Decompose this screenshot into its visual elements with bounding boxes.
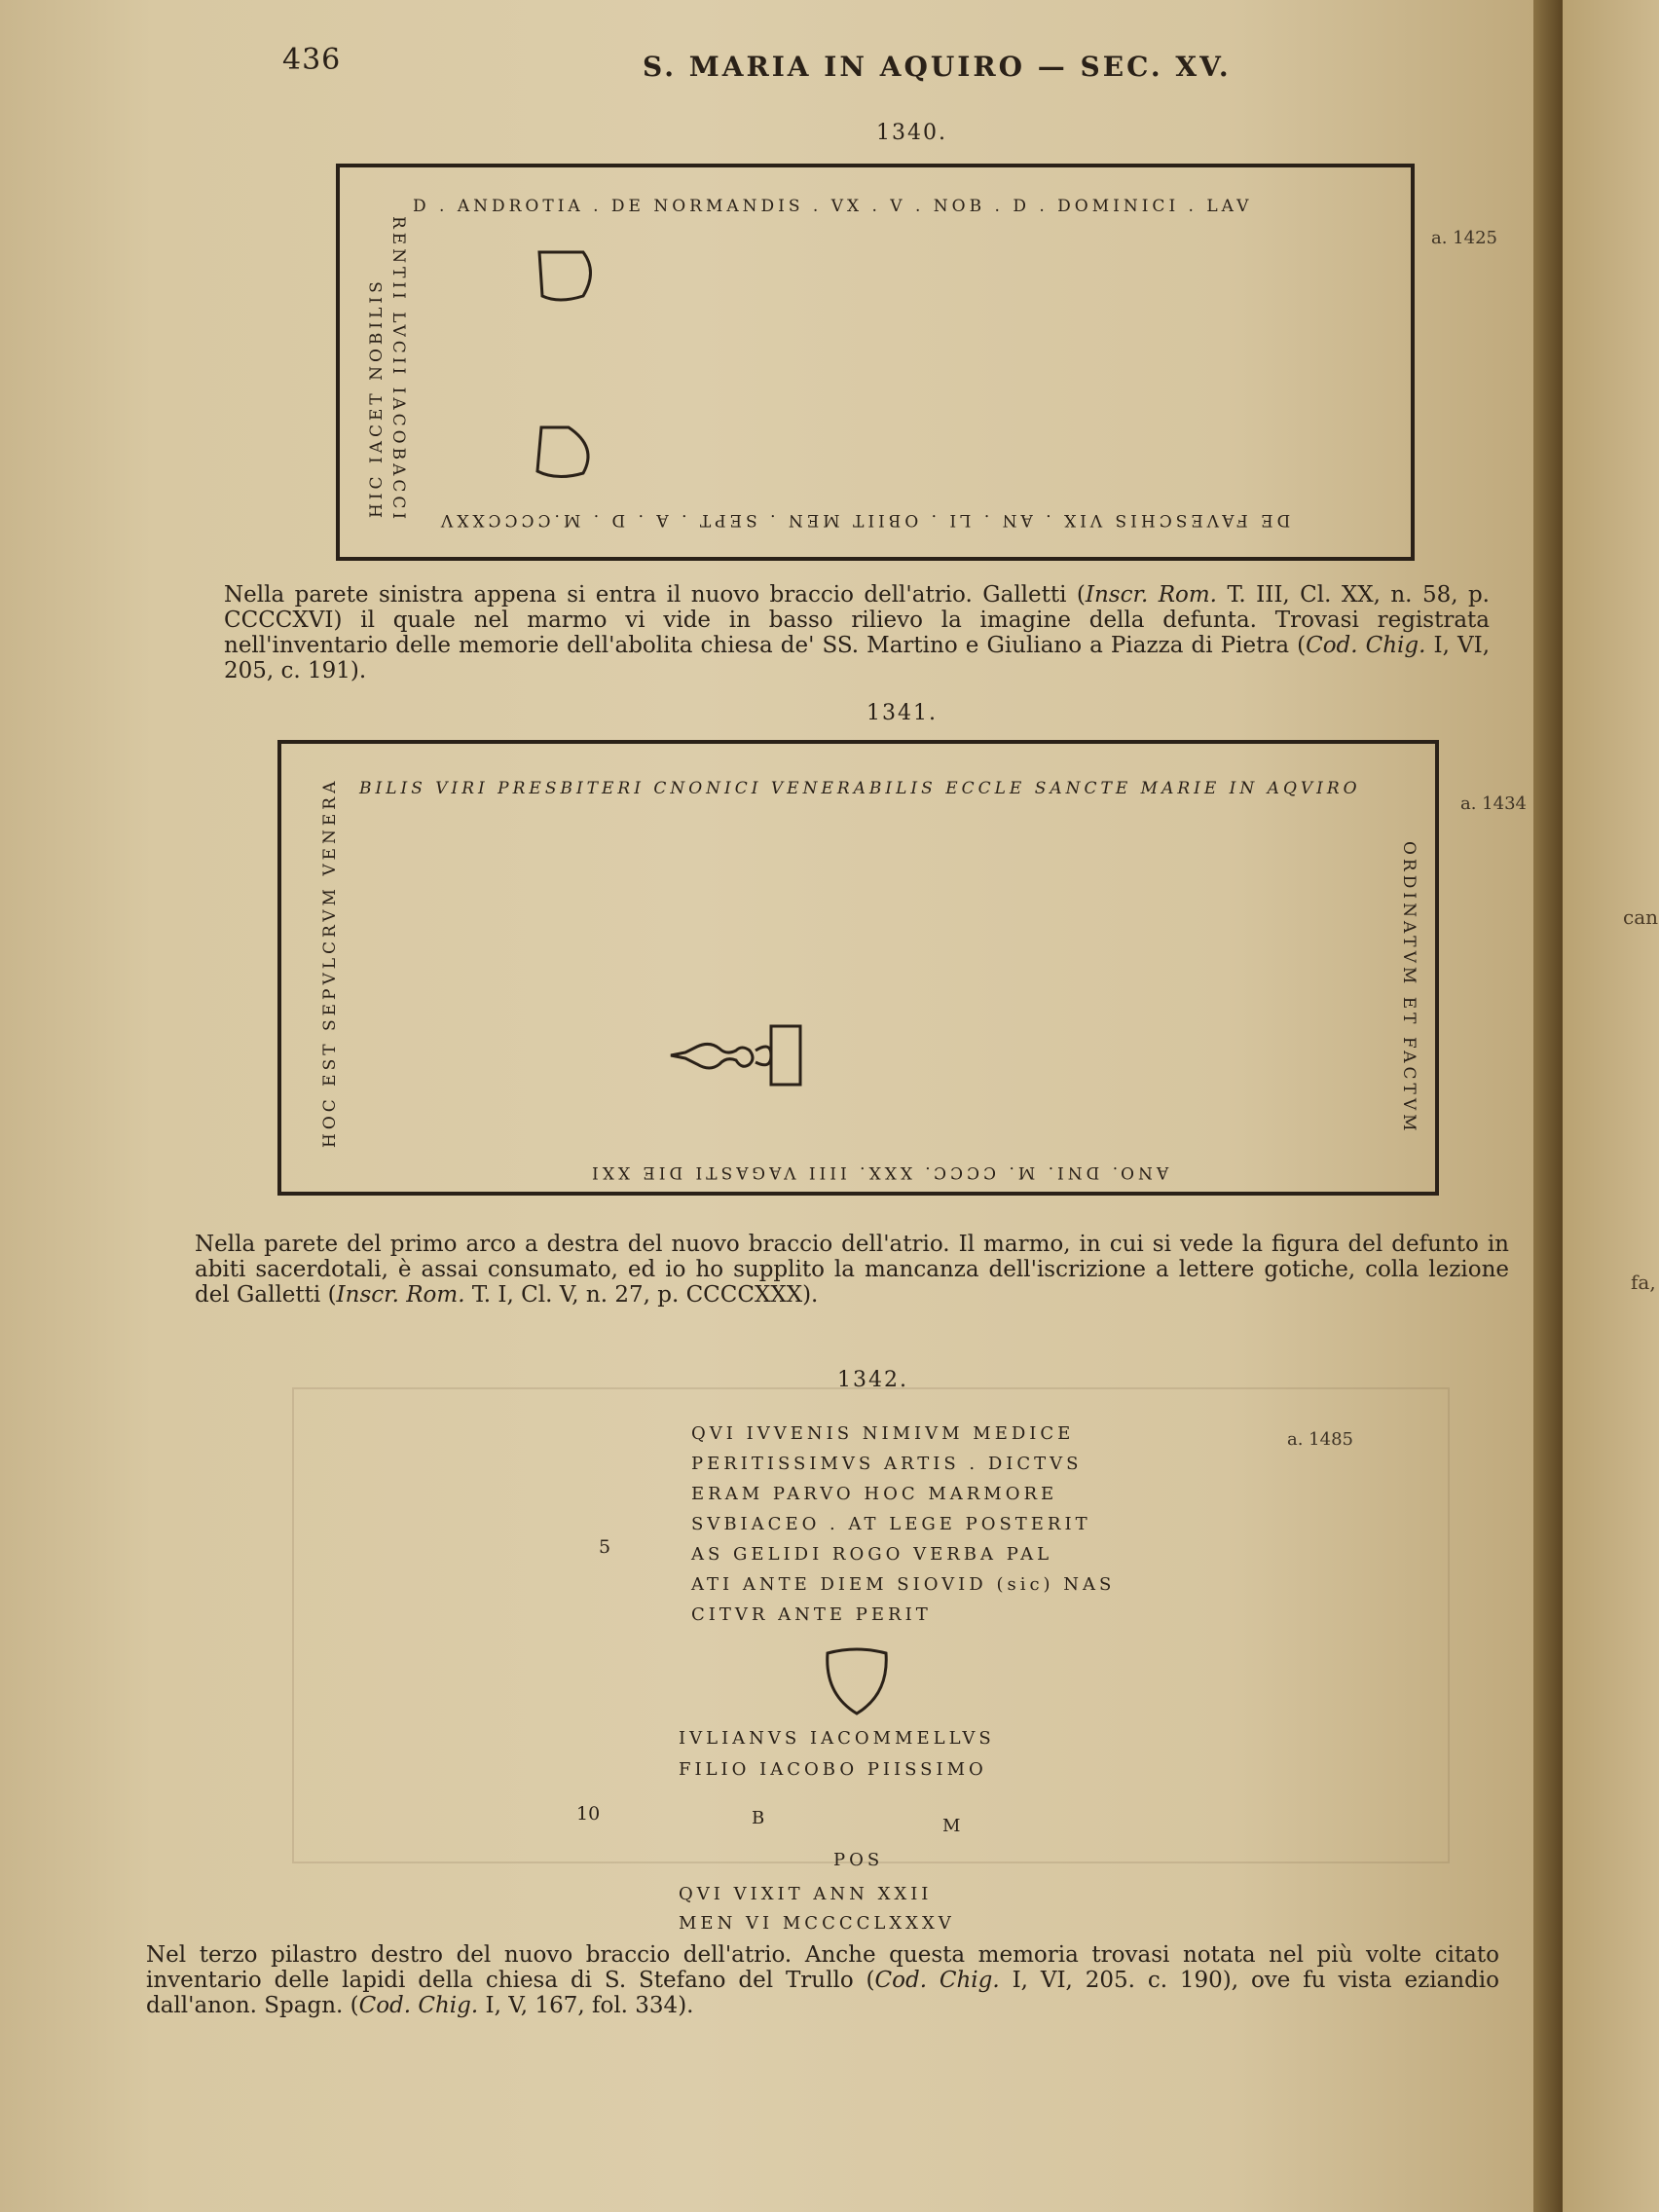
inscription-line: ERAM PARVO HOC MARMORE bbox=[691, 1484, 1058, 1504]
inscription-line: IVLIANVS IACOMMELLVS bbox=[679, 1728, 995, 1749]
inscription-line: MEN VI MCCCCLXXXV bbox=[679, 1913, 955, 1934]
shield-icon bbox=[530, 423, 603, 483]
inscription-year: a. 1434 bbox=[1460, 793, 1527, 814]
inscription-right-line: ORDINATVM ET FACTVM bbox=[1399, 841, 1419, 1135]
inscription-frame bbox=[336, 164, 1415, 561]
inscription-note: Nella parete del primo arco a destra del nuovo braccio dell'atrio. Il marmo, in cui si vede la figura del defunto in abiti sacerdotali, è assai consumato, ed io ho supplito la mancanza dell'iscrizione a lettere gotiche, colla lezione del Galletti (Inscr. Rom. T. I, Cl. V, n. 27, p. CCCCXXX). bbox=[195, 1232, 1509, 1308]
inscription-line: AS GELIDI ROGO VERBA PAL bbox=[691, 1544, 1053, 1565]
line-number: 5 bbox=[599, 1536, 611, 1558]
facing-page-fragment: can bbox=[1623, 905, 1659, 929]
page-number: 436 bbox=[282, 43, 342, 77]
facing-page-edge bbox=[1563, 0, 1659, 2212]
shield-icon bbox=[823, 1645, 891, 1718]
inscription-right-line: RENTII LVCII IACOBACCI bbox=[388, 216, 408, 524]
inscription-line: QVI IVVENIS NIMIVM MEDICE bbox=[691, 1423, 1075, 1444]
inscription-top-line: D . ANDROTIA . DE NORMANDIS . VX . V . NOB . D . DOMINICI . LAV bbox=[413, 197, 1253, 216]
inscription-year: a. 1485 bbox=[1287, 1429, 1353, 1450]
inscription-left-line: HIC IACET NOBILIS bbox=[367, 277, 387, 518]
figure-icon bbox=[666, 1021, 822, 1089]
inscription-line: PERITISSIMVS ARTIS . DICTVS bbox=[691, 1454, 1083, 1474]
inscription-line: POS bbox=[833, 1850, 884, 1870]
running-title: S. MARIA IN AQUIRO — SEC. XV. bbox=[643, 51, 1232, 83]
facing-page-fragment: fa, bbox=[1631, 1271, 1656, 1294]
inscription-number: 1340. bbox=[876, 121, 947, 145]
inscription-frame bbox=[277, 740, 1439, 1196]
inscription-line: FILIO IACOBO PIISSIMO bbox=[679, 1759, 987, 1780]
inscription-year: a. 1425 bbox=[1431, 228, 1497, 248]
inscription-line: QVI VIXIT ANN XXII bbox=[679, 1884, 933, 1904]
inscription-note: Nella parete sinistra appena si entra il nuovo braccio dell'atrio. Galletti (Inscr. Rom. T. III, Cl. XX, n. 58, p. CCCCXVI) il quale nel marmo vi vide in basso rilievo la imagine della defunta. Trovasi registrata nell'inventario delle memorie dell'abolita chiesa de' SS. Martino e Giuliano a Piazza di Pietra (Cod. Chig. I, VI, 205, c. 191). bbox=[224, 582, 1491, 683]
shield-icon bbox=[535, 247, 603, 306]
inscription-bottom-line: DE FAVESCHIS VIX . AN . LI . OBIIT MEN . SEPT . A . D . M.CCCCXXV bbox=[437, 510, 1291, 530]
inscription-note: Nel terzo pilastro destro del nuovo braccio dell'atrio. Anche questa memoria trovasi notata nel più volte citato inventario delle lapidi della chiesa di S. Stefano del Trullo (Cod. Chig. I, VI, 205. c. 190), ove fu vista eziandio dall'anon. Spagn. (Cod. Chig. I, V, 167, fol. 334). bbox=[146, 1942, 1500, 2018]
inscription-line: ATI ANTE DIEM SIOVID (sic) NAS bbox=[691, 1574, 1116, 1595]
inscription-number: 1342. bbox=[837, 1368, 908, 1392]
inscription-number: 1341. bbox=[866, 701, 938, 725]
book-gutter bbox=[1533, 0, 1563, 2212]
line-number: 10 bbox=[576, 1803, 601, 1825]
inscription-letter: B bbox=[752, 1808, 769, 1828]
inscription-left-line: HOC EST SEPVLCRVM VENERA bbox=[320, 777, 340, 1148]
inscription-line: CITVR ANTE PERIT bbox=[691, 1604, 932, 1625]
inscription-bottom-line: ANO. DNI. M. CCCC. XXX. IIII VAGASTI DIE XXI bbox=[588, 1162, 1169, 1182]
inscription-top-line: BILIS VIRI PRESBITERI CNONICI VENERABILIS ECCLE SANCTE MARIE IN AQVIRO bbox=[359, 779, 1361, 798]
inscription-letter: M bbox=[942, 1816, 965, 1836]
inscription-line: SVBIACEO . AT LEGE POSTERIT bbox=[691, 1514, 1091, 1534]
